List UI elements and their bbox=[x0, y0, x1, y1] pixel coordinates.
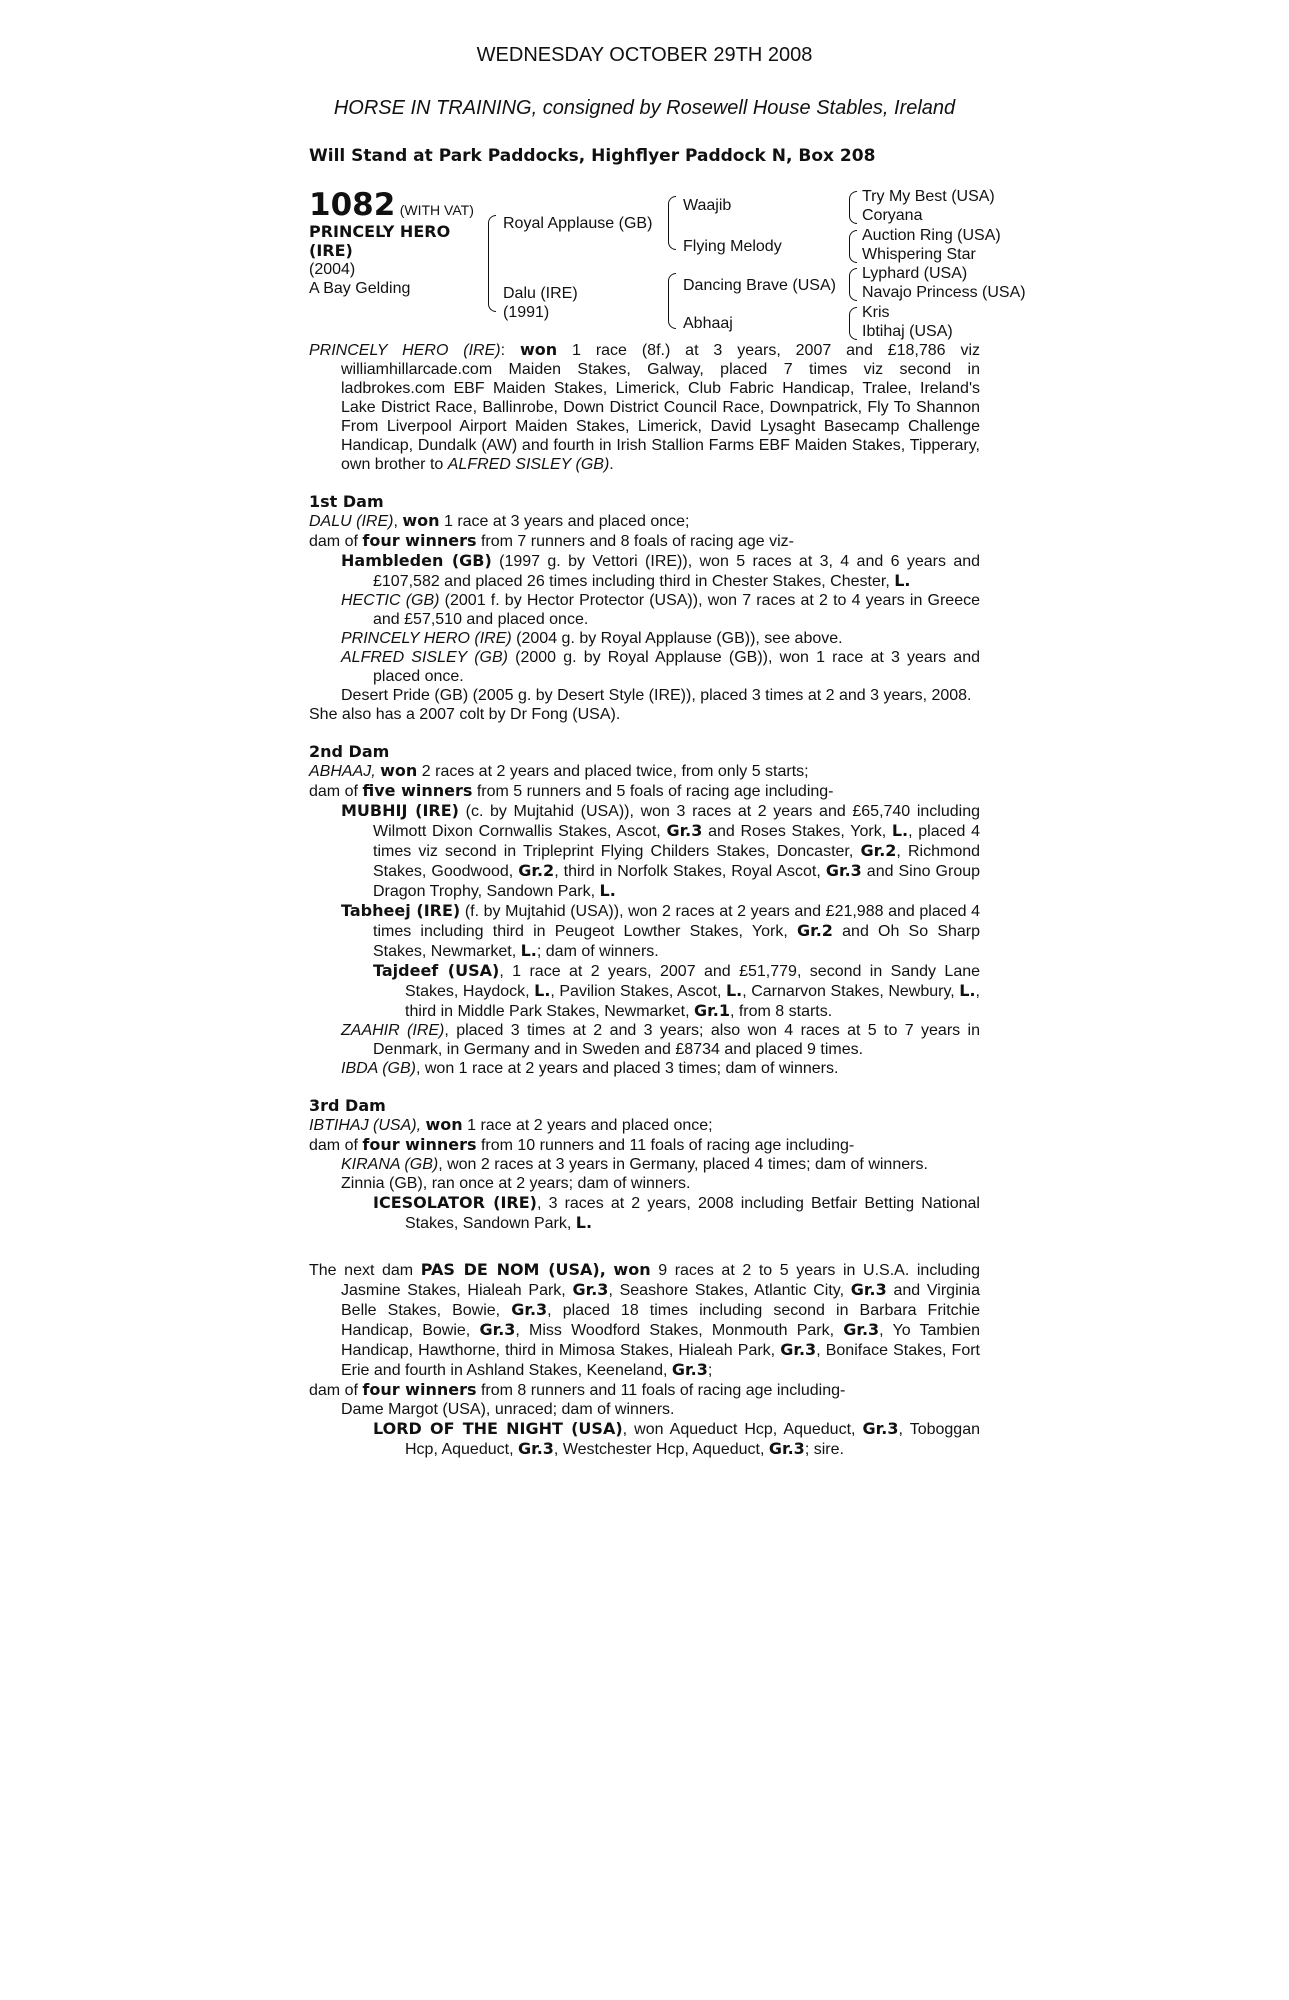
group-badge: Gr.3 bbox=[850, 1280, 887, 1299]
group-badge: Gr.3 bbox=[511, 1300, 548, 1319]
third-dam-text: 1 race at 2 years and placed once; bbox=[467, 1117, 713, 1134]
group-badge: Gr.1 bbox=[694, 1001, 730, 1020]
pedigree-dam: Dalu (IRE) bbox=[503, 285, 578, 302]
section-gap bbox=[309, 1233, 980, 1252]
winners-count: four winners bbox=[362, 531, 477, 550]
produce-entry bbox=[309, 1155, 980, 1174]
produce-entry bbox=[309, 551, 980, 591]
produce-text: (1997 g. by Vettori (IRE)), won 5 races at 3, 4 and 6 years and £107,582 and placed 26 times including third in Chester Stakes, Chester, bbox=[373, 553, 981, 590]
group-badge: Gr.3 bbox=[843, 1320, 880, 1339]
produce-name: ICESOLATOR (IRE) bbox=[373, 1193, 537, 1212]
produce-name: LORD OF THE NIGHT (USA) bbox=[373, 1419, 623, 1438]
produce-text: , won Aqueduct Hcp, Aqueduct, bbox=[622, 1421, 856, 1438]
third-dam-heading: 3rd Dam bbox=[309, 1096, 386, 1115]
race-record: PRINCELY HERO (IRE): won 1 race (8f.) at 3 years, 2007 and £18,786 viz williamhillarcade.com Maiden Stakes, Galway, placed 7 times viz second in ladbrokes.com EBF Maiden Stakes, Limerick, Club Fabric Handicap, Tralee, Ireland's Lake District Race, Ballinrobe, Down District Council Race, Downpatrick, Fly To Shannon From Liverpool Airport Maiden Stakes, Limerick, David Lysaght Basecamp Challenge Handicap, Dundalk (AW) and fourth in Irish Stallion Farms EBF Maiden Stakes, Tipperary, own brother to ALFRED SISLEY (GB). bbox=[309, 340, 981, 473]
winners-count: four winners bbox=[362, 1380, 477, 1399]
produce-text: , placed 3 times at 2 and 3 years; also won 4 races at 5 to 7 years in Denmark, in Germany and in Sweden and £8734 and placed 9 times. bbox=[373, 1022, 980, 1058]
produce-text: (c. by Mujtahid (USA)), won 3 races at 2 years and £65,740 including Wilmott Dixon Cornwallis Stakes, Ascot, bbox=[373, 803, 980, 840]
produce-text: , 1 race at 2 years, 2007 and £51,779, second in Sandy Lane Stakes, Haydock, bbox=[405, 963, 981, 1000]
first-dam-produce-summary bbox=[309, 531, 980, 551]
produce-entry bbox=[309, 1059, 980, 1078]
produce-text: (f. by Mujtahid (USA)), won 2 races at 2 years and £21,988 and placed 4 times including third in Peugeot Lowther Stakes, York, bbox=[373, 903, 981, 940]
pedigree-sire: Royal Applause (GB) bbox=[503, 215, 653, 232]
pedigree-dam-year: (1991) bbox=[503, 304, 550, 321]
produce-text: , third in Norfolk Stakes, Royal Ascot, bbox=[554, 863, 821, 880]
pedigree-brace-g2 bbox=[849, 230, 857, 263]
group-badge: Gr.3 bbox=[572, 1280, 609, 1299]
record-text: , Yo Tambien Handicap, Hawthorne, third in Mimosa Stakes, Hialeah Park, bbox=[341, 1322, 980, 1359]
won-label: won bbox=[519, 340, 558, 359]
pedigree-g2: Coryana bbox=[862, 207, 923, 224]
produce-text: and Sino Group Dragon Trophy, Sandown Park, bbox=[373, 863, 981, 900]
next-dam-produce-summary bbox=[309, 1380, 980, 1400]
produce-name: ZAAHIR (IRE) bbox=[341, 1022, 445, 1039]
first-dam-name: DALU (IRE) bbox=[309, 513, 394, 530]
first-dam-text: 1 race at 3 years and placed once; bbox=[443, 513, 690, 530]
pedigree-brace-g4 bbox=[849, 307, 857, 340]
produce-name: PRINCELY HERO (IRE) bbox=[341, 630, 512, 647]
won-label: won bbox=[380, 761, 418, 780]
produce-entry bbox=[309, 591, 980, 629]
produce-summary-text: from 10 runners and 11 foals of racing age including- bbox=[480, 1137, 855, 1154]
third-dam-produce-summary bbox=[309, 1135, 980, 1155]
second-dam-produce-summary bbox=[309, 781, 980, 801]
second-dam-name: ABHAAJ, bbox=[309, 763, 376, 780]
pedigree-g1: Try My Best (USA) bbox=[862, 188, 995, 205]
produce-summary-text: from 5 runners and 5 foals of racing age including- bbox=[476, 783, 834, 800]
produce-entry bbox=[309, 1021, 980, 1059]
produce-text: ; sire. bbox=[804, 1441, 844, 1458]
produce-entry: Desert Pride (GB) (2005 g. by Desert Style (IRE)), placed 3 times at 2 and 3 years, 2008. bbox=[341, 687, 972, 704]
produce-summary-text: from 7 runners and 8 foals of racing age viz- bbox=[480, 533, 794, 550]
grand-produce-entry bbox=[309, 1419, 980, 1459]
pedigree-g8: Ibtihaj (USA) bbox=[862, 323, 953, 340]
won-label: won bbox=[425, 1115, 463, 1134]
produce-text: , 3 races at 2 years, 2008 including Betfair Betting National Stakes, Sandown Park, bbox=[405, 1195, 980, 1232]
pedigree-dam-dam: Abhaaj bbox=[683, 315, 733, 332]
produce-name: MUBHIJ (IRE) bbox=[341, 801, 459, 820]
listed-badge: L. bbox=[894, 571, 911, 590]
group-badge: Gr.3 bbox=[780, 1340, 817, 1359]
first-dam-also: She also has a 2007 colt by Dr Fong (USA). bbox=[309, 706, 621, 723]
won-label: won bbox=[402, 511, 440, 530]
produce-text: ; dam of winners. bbox=[536, 943, 659, 960]
third-dam-record bbox=[309, 1115, 980, 1135]
pedigree-brace-g3 bbox=[849, 268, 857, 301]
listed-badge: L. bbox=[725, 981, 743, 1000]
pedigree-g7: Kris bbox=[862, 304, 890, 321]
pedigree-brace-dam bbox=[668, 273, 676, 329]
listed-badge: L. bbox=[891, 821, 909, 840]
produce-text: (2004 g. by Royal Applause (GB)), see above. bbox=[516, 630, 843, 647]
listed-badge: L. bbox=[599, 881, 616, 900]
group-badge: Gr.3 bbox=[517, 1439, 554, 1458]
foaling-year: (2004) bbox=[309, 261, 356, 278]
produce-text: (2000 g. by Royal Applause (GB)), won 1 race at 3 years and placed once. bbox=[373, 649, 980, 685]
produce-entry bbox=[309, 901, 980, 961]
pedigree-g6: Navajo Princess (USA) bbox=[862, 284, 1026, 301]
pedigree-sire-sire: Waajib bbox=[683, 197, 732, 214]
second-dam-record bbox=[309, 761, 980, 781]
produce-name: ALFRED SISLEY (GB) bbox=[341, 649, 508, 666]
produce-text: , placed 4 times viz second in Tripleprint Flying Childers Stakes, Doncaster, bbox=[373, 823, 981, 860]
third-dam-name: IBTIHAJ (USA), bbox=[309, 1117, 422, 1134]
produce-entry bbox=[309, 648, 980, 686]
dam-of-label: dam of bbox=[309, 533, 358, 550]
pedigree-brace-main bbox=[488, 215, 496, 312]
consignment-line: HORSE IN TRAINING, consigned by Rosewell House Stables, Ireland bbox=[333, 97, 956, 119]
produce-text: (2001 f. by Hector Protector (USA)), won 7 races at 2 to 4 years in Greece and £57,510 and placed once. bbox=[373, 592, 981, 628]
produce-text: , Westchester Hcp, Aqueduct, bbox=[553, 1441, 765, 1458]
pedigree-dam-sire: Dancing Brave (USA) bbox=[683, 277, 836, 294]
produce-text: , won 2 races at 3 years in Germany, placed 4 times; dam of winners. bbox=[438, 1156, 928, 1173]
produce-text: , Pavilion Stakes, Ascot, bbox=[550, 983, 722, 1000]
group-badge: Gr.3 bbox=[666, 821, 703, 840]
pedigree-brace-sire bbox=[668, 196, 676, 250]
produce-name: Tajdeef (USA) bbox=[373, 961, 500, 980]
record-text: , placed 18 times including second in Barbara Fritchie Handicap, Bowie, bbox=[341, 1302, 980, 1339]
group-badge: Gr.2 bbox=[860, 841, 897, 860]
record-text: , Boniface Stakes, Fort Erie and fourth in Ashland Stakes, Keeneland, bbox=[341, 1342, 981, 1379]
group-badge: Gr.3 bbox=[862, 1419, 899, 1438]
listed-badge: L. bbox=[534, 981, 551, 1000]
produce-text: , from 8 starts. bbox=[729, 1003, 833, 1020]
lot-header bbox=[309, 188, 479, 298]
pedigree-g4: Whispering Star bbox=[862, 246, 976, 263]
pedigree-brace-g1 bbox=[849, 191, 857, 224]
second-dam-text: 2 races at 2 years and placed twice, from only 5 starts; bbox=[421, 763, 809, 780]
produce-text: , Richmond Stakes, Goodwood, bbox=[373, 843, 981, 880]
listed-badge: L. bbox=[520, 941, 537, 960]
produce-entry bbox=[309, 801, 980, 901]
first-dam-record: DALU (IRE), won 1 race at 3 years and placed once; bbox=[309, 511, 690, 530]
produce-text: and Oh So Sharp Stakes, Newmarket, bbox=[373, 923, 981, 960]
produce-entry: Dame Margot (USA), unraced; dam of winners. bbox=[341, 1401, 675, 1418]
brother-name: ALFRED SISLEY (GB) bbox=[447, 456, 610, 473]
produce-name: KIRANA (GB) bbox=[341, 1156, 439, 1173]
group-badge: Gr.3 bbox=[479, 1320, 516, 1339]
grand-produce-entry bbox=[309, 1193, 980, 1233]
winners-count: four winners bbox=[362, 1135, 477, 1154]
produce-entry bbox=[309, 629, 980, 648]
won-label: won bbox=[613, 1260, 651, 1279]
horse-name: PRINCELY HERO (IRE) bbox=[309, 222, 451, 260]
produce-text: , third in Middle Park Stakes, Newmarket, bbox=[405, 983, 980, 1020]
group-badge: Gr.2 bbox=[518, 861, 555, 880]
produce-summary-text: from 8 runners and 11 foals of racing age including- bbox=[480, 1382, 846, 1399]
dam-of-label: dam of bbox=[309, 1137, 358, 1154]
pedigree-notes bbox=[309, 340, 980, 1459]
produce-text: , Toboggan Hcp, Aqueduct, bbox=[405, 1421, 981, 1458]
stand-location: Will Stand at Park Paddocks, Highflyer Paddock N, Box 208 bbox=[309, 146, 876, 166]
produce-text: , won 1 race at 2 years and placed 3 times; dam of winners. bbox=[415, 1060, 839, 1077]
pedigree-sire-dam: Flying Melody bbox=[683, 238, 782, 255]
record-text: and Virginia Belle Stakes, Bowie, bbox=[341, 1282, 980, 1319]
dam-of-label: dam of bbox=[309, 783, 358, 800]
produce-name: IBDA (GB) bbox=[341, 1060, 416, 1077]
produce-text: , Carnarvon Stakes, Newbury, bbox=[742, 983, 955, 1000]
record-text: , Seashore Stakes, Atlantic City, bbox=[608, 1282, 845, 1299]
produce-name: Hambleden (GB) bbox=[341, 551, 492, 570]
vat-note: (WITH VAT) bbox=[399, 202, 474, 218]
next-dam-name: PAS DE NOM (USA), bbox=[420, 1260, 606, 1279]
listed-badge: L. bbox=[959, 981, 976, 1000]
group-badge: Gr.3 bbox=[671, 1360, 708, 1379]
race-record-text: 1 race (8f.) at 3 years, 2007 and £18,786 viz williamhillarcade.com Maiden Stakes, Galway, placed 7 times viz second in ladbrokes.com EBF Maiden Stakes, Limerick, Club Fabric Handicap, Tralee, Ireland's Lake District Race, Ballinrobe, Down District Council Race, Downpatrick, Fly To Shannon From Liverpool Airport Maiden Stakes, Limerick, David Lysaght Basecamp Challenge Handicap, Dundalk (AW) and fourth in Irish Stallion Farms EBF Maiden Stakes, Tipperary, own brother to bbox=[341, 342, 981, 473]
record-text: , Miss Woodford Stakes, Monmouth Park, bbox=[515, 1322, 835, 1339]
group-badge: Gr.3 bbox=[825, 861, 862, 880]
lot-number: 1082 bbox=[309, 187, 396, 223]
group-badge: Gr.3 bbox=[768, 1439, 805, 1458]
race-record-end: . bbox=[609, 456, 614, 473]
record-text: ; bbox=[707, 1362, 713, 1379]
horse-description: A Bay Gelding bbox=[309, 280, 411, 297]
horse-name-inline: PRINCELY HERO (IRE) bbox=[309, 342, 501, 359]
group-badge: Gr.2 bbox=[796, 921, 833, 940]
next-dam-record bbox=[309, 1260, 980, 1380]
produce-entry: Zinnia (GB), ran once at 2 years; dam of winners. bbox=[341, 1175, 691, 1192]
pedigree-g3: Auction Ring (USA) bbox=[862, 227, 1001, 244]
grand-produce-entry bbox=[309, 961, 980, 1021]
produce-name: HECTIC (GB) bbox=[341, 592, 440, 609]
produce-name: Tabheej (IRE) bbox=[341, 901, 461, 920]
next-dam-intro: The next dam bbox=[309, 1262, 414, 1279]
listed-badge: L. bbox=[575, 1213, 593, 1232]
first-dam-heading: 1st Dam bbox=[309, 492, 384, 511]
dam-of-label: dam of bbox=[309, 1382, 358, 1399]
record-text: 9 races at 2 to 5 years in U.S.A. including Jasmine Stakes, Hialeah Park, bbox=[341, 1262, 981, 1299]
sale-date: WEDNESDAY OCTOBER 29TH 2008 bbox=[476, 44, 813, 66]
pedigree-g5: Lyphard (USA) bbox=[862, 265, 968, 282]
second-dam-heading: 2nd Dam bbox=[309, 742, 390, 761]
winners-count: five winners bbox=[362, 781, 473, 800]
produce-text: and Roses Stakes, York, bbox=[708, 823, 887, 840]
